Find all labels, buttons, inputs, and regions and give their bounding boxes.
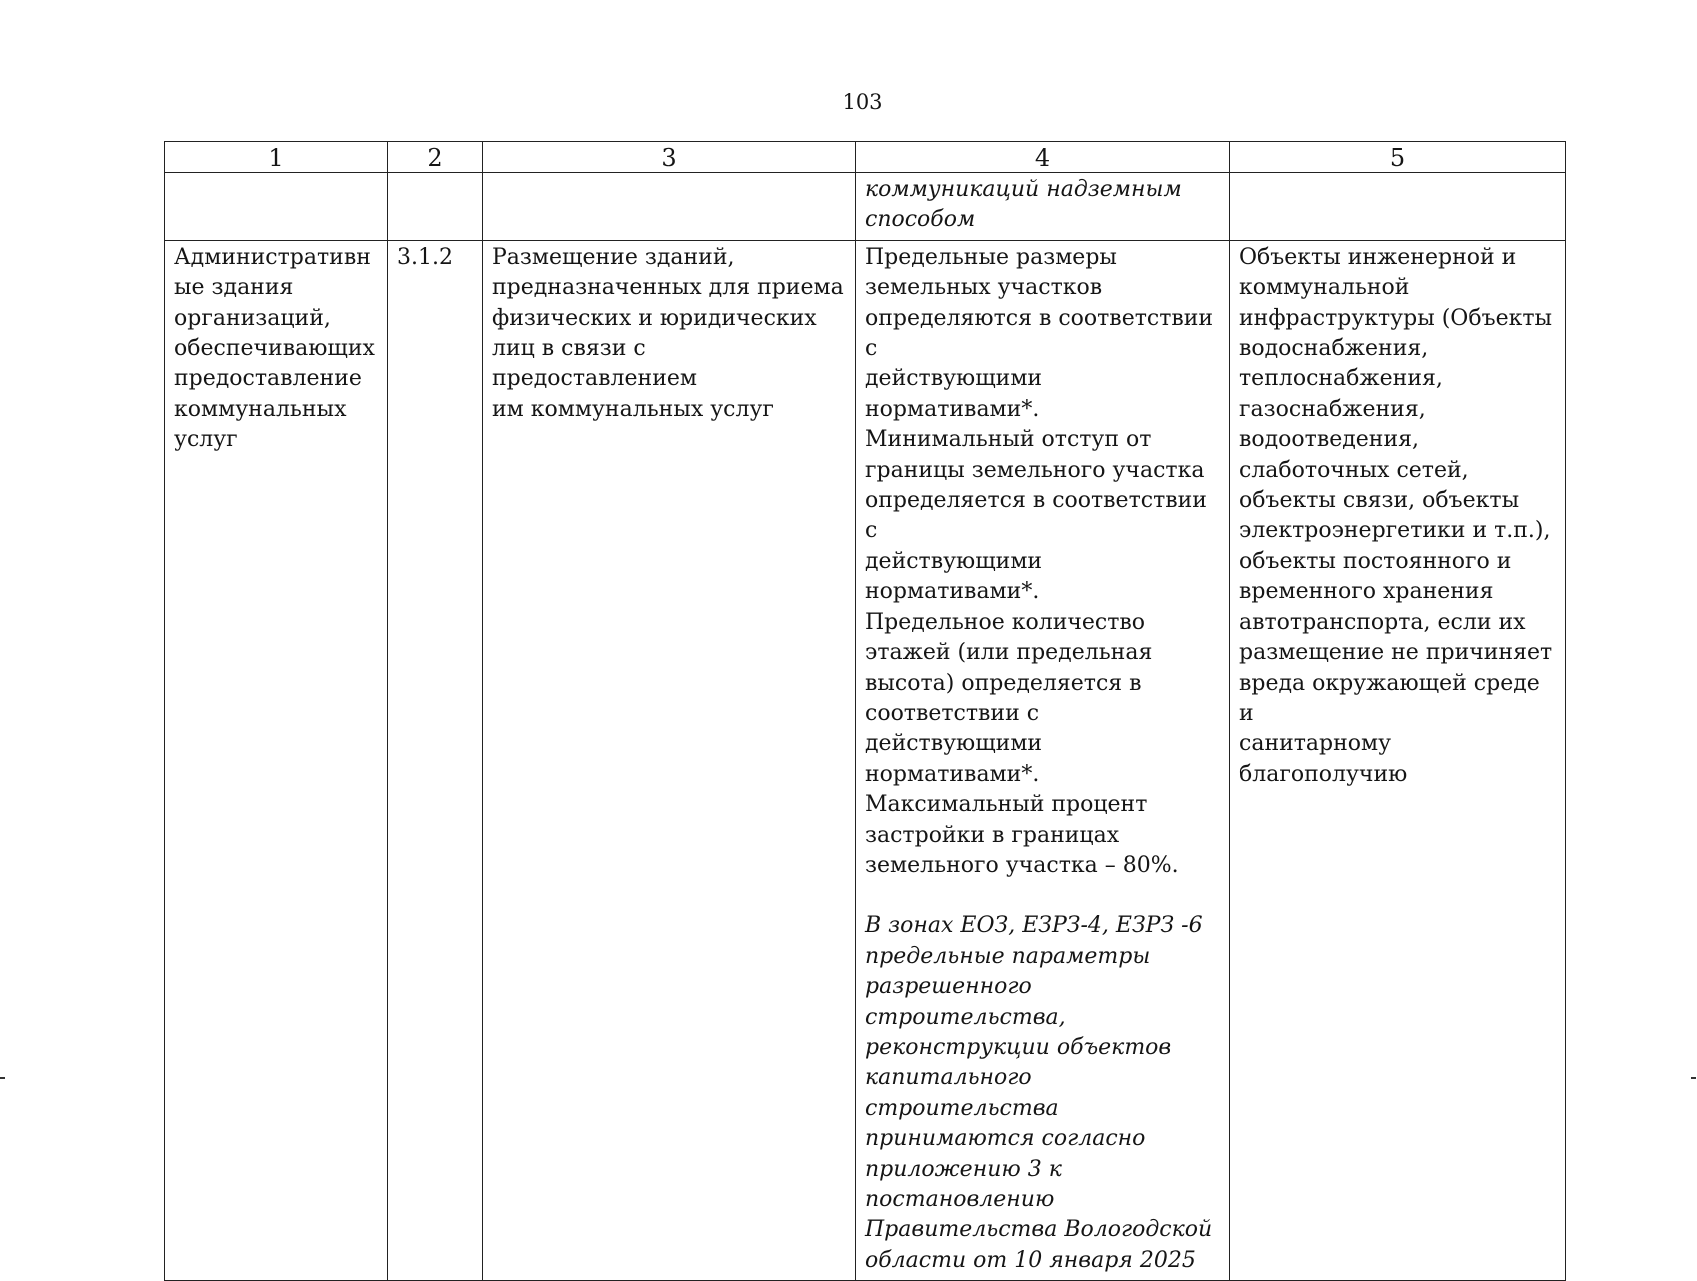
parameters-note: В зонах ЕОЗ, ЕЗРЗ-4, ЕЗРЗ -6 предельные параметры разрешенного строительства, реконструкции объектов капитального строительства принимаются согласно приложению 3 к постановлению Правительства Вологодской области от 10 января 2025 [865, 913, 1213, 1273]
column-number-2: 2 [388, 142, 483, 173]
column-number-1: 1 [165, 142, 388, 173]
land-use-table [164, 141, 1566, 1281]
column-number-4: 4 [856, 142, 1230, 173]
continuation-cell-4: коммуникаций надземным способом [856, 173, 1230, 241]
table-row [165, 240, 1566, 1280]
page-number: 103 [842, 90, 883, 114]
paragraph-spacer [865, 881, 1221, 911]
column-number-3: 3 [483, 142, 856, 173]
land-use-name-cell: Административн ые здания организаций, обеспечивающих предоставление коммунальных услуг [165, 240, 388, 1280]
column-number-row [165, 142, 1566, 173]
continuation-cell-2 [388, 173, 483, 241]
building-parameters-cell [856, 240, 1230, 1280]
column-number-5: 5 [1230, 142, 1566, 173]
parameters-text: Предельные размеры земельных участков определяются в соответствии с действующими нормативами*. Минимальный отступ от границы земельного участка определяется в соответствии с действующими нормативами*. Предельное количество этажей (или предельная высота) определяется в соответствии с действующими нормативами*. Максимальный процент застройки в границах земельного участка – 80%. [865, 244, 1214, 878]
land-use-code-cell: 3.1.2 [388, 240, 483, 1280]
land-use-description-cell: Размещение зданий, предназначенных для приема физических и юридических лиц в связи с предоставлением им коммунальных услуг [483, 240, 856, 1280]
continuation-row [165, 173, 1566, 241]
auxiliary-uses-cell: Объекты инженерной и коммунальной инфраструктуры (Объекты водоснабжения, теплоснабжения, газоснабжения, водоотведения, слаботочных сетей, объекты связи, объекты электроэнергетики и т.п.), объекты постоянного и временного хранения автотранспорта, если их размещение не причиняет вреда окружающей среде и санитарному благополучию [1230, 240, 1566, 1280]
left-edge-mark [0, 1077, 5, 1079]
right-edge-mark [1691, 1077, 1696, 1079]
continuation-cell-3 [483, 173, 856, 241]
continuation-cell-1 [165, 173, 388, 241]
continuation-cell-5 [1230, 173, 1566, 241]
